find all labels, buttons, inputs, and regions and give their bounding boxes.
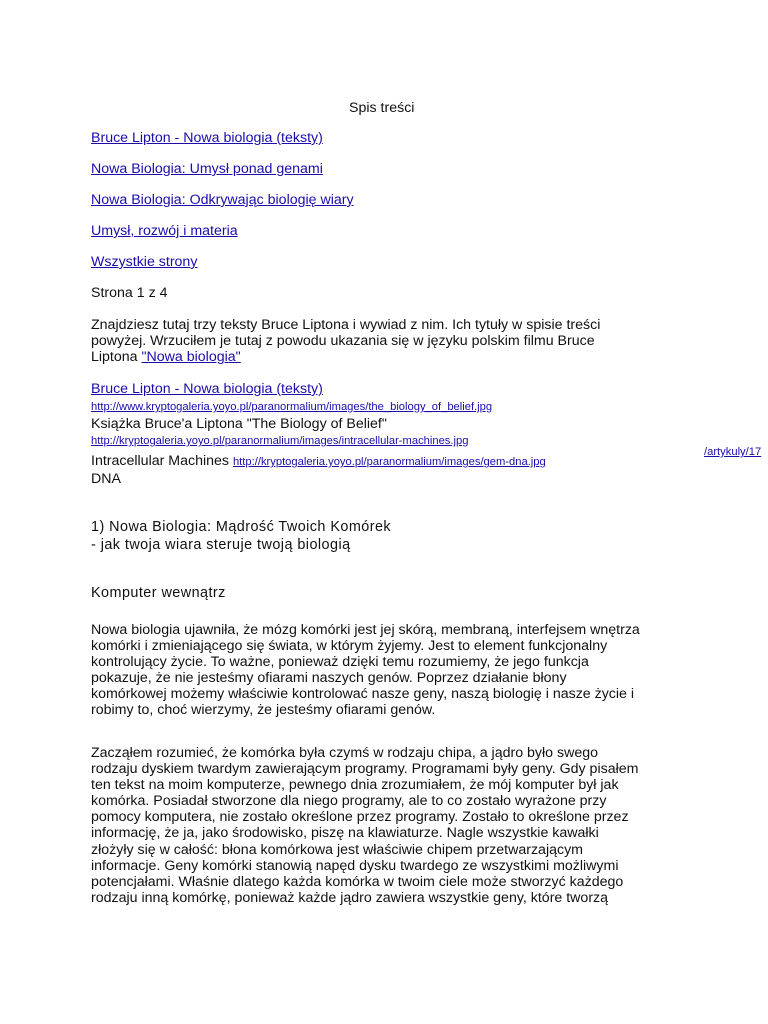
paragraph-line: komórki i zmieniającego się świata, w którym żyjemy. Jest to element funkcjonalny xyxy=(91,638,608,655)
paragraph-line: Nowa biologia ujawniła, że mózg komórki jest jej skórą, membraną, interfejsem wnętrza xyxy=(91,622,640,638)
intro-text: Liptona xyxy=(91,349,142,366)
toc-link-umysl-ponad-genami[interactable]: Nowa Biologia: Umysł ponad genami xyxy=(91,161,323,177)
article-paragraph-1 xyxy=(91,622,691,719)
intro-line: Znajdziesz tutaj trzy teksty Bruce Liptona i wywiad z nim. Ich tytuły w spisie treści xyxy=(91,317,601,333)
paragraph-line: złożyły się w całość: błona komórkowa jest właściwie chipem przetwarzającym xyxy=(91,841,583,858)
article-paragraph-2 xyxy=(91,745,691,906)
toc-title: Spis treści xyxy=(349,100,415,116)
article-title-line1: 1) Nowa Biologia: Mądrość Twoich Komórek xyxy=(91,519,392,535)
toc-link-biologia-wiary[interactable]: Nowa Biologia: Odkrywając biologię wiary xyxy=(91,192,354,208)
paragraph-line: kontrolujący życie. To ważne, ponieważ dzięki temu rozumiemy, że jego funkcja xyxy=(91,654,589,671)
paragraph-line: rodzaju inną komórkę, ponieważ każde jądro zawiera wszystkie geny, które tworzą xyxy=(91,889,609,906)
paragraph-line: komórkowej możemy właściwie kontrolować nasze geny, naszą biologię i nasze życie i xyxy=(91,686,635,703)
paragraph-line: pokazuje, że nie jesteśmy ofiarami naszych genów. Poprzez działanie błony xyxy=(91,670,567,687)
page-indicator: Strona 1 z 4 xyxy=(91,285,168,301)
paragraph-line: Zacząłem rozumieć, że komórka była czymś w rodzaju chipa, a jądro było swego xyxy=(91,745,599,761)
paragraph-line: potencjałami. Właśnie dlatego każda komórka w twoim ciele może stworzyć każdego xyxy=(91,873,624,890)
intro-paragraph xyxy=(91,317,691,365)
nowa-biologia-film-link[interactable]: "Nowa biologia" xyxy=(141,349,241,366)
paragraph-line: informację, że ja, jako środowisko, piszę na klawiaturze. Nagle wszystkie kawałki xyxy=(91,825,599,842)
intro-line: powyżej. Wrzuciłem je tutaj z powodu ukazania się w języku polskim filmu Bruce xyxy=(91,333,595,350)
intracellular-label: Intracellular Machines xyxy=(91,453,229,469)
image-url-gem-dna[interactable]: http://kryptogaleria.yoyo.pl/paranormalium/images/gem-dna.jpg xyxy=(232,456,546,468)
book-label: Książka Bruce'a Liptona "The Biology of Belief" xyxy=(91,416,387,432)
toc-link-umysl-rozwoj-materia[interactable]: Umysł, rozwój i materia xyxy=(91,223,238,239)
intro-line xyxy=(91,349,691,365)
image-url-biology-of-belief[interactable]: http://www.kryptogaleria.yoyo.pl/paranormalium/images/the_biology_of_belief.jpg xyxy=(91,401,493,413)
paragraph-line: robimy to, choć wierzymy, że jesteśmy ofiarami genów. xyxy=(91,702,436,719)
paragraph-line: pomocy komputera, nie zostało określone przez programy. Zostało to określone przez xyxy=(91,809,629,826)
article-title-line2: - jak twoja wiara steruje twoją biologią xyxy=(91,537,351,553)
paragraph-line: rodzaju dyskiem twardym zawierającym programy. Programami były geny. Gdy pisałem xyxy=(91,761,639,778)
cut-off-article-link[interactable]: /artykuly/17 xyxy=(704,446,762,458)
intracellular-row xyxy=(91,453,546,470)
toc-link-bruce-lipton[interactable]: Bruce Lipton - Nowa biologia (teksty) xyxy=(91,130,323,146)
image-url-intracellular-machines[interactable]: http://kryptogaleria.yoyo.pl/paranormalium/images/intracellular-machines.jpg xyxy=(91,435,469,447)
toc-link-wszystkie-strony[interactable]: Wszystkie strony xyxy=(91,254,198,270)
paragraph-line: ten tekst na moim komputerze, pewnego dnia zrozumiałem, że mój komputer był jak xyxy=(91,777,619,794)
paragraph-line: informacje. Geny komórki stanowią napęd dysku twardego ze wszystkimi możliwymi xyxy=(91,857,619,874)
sources-heading-link[interactable]: Bruce Lipton - Nowa biologia (teksty) xyxy=(91,381,323,397)
dna-label: DNA xyxy=(91,471,121,487)
paragraph-line: komórka. Posiadał stworzone dla niego programy, ale to co zostało wyrażone przy xyxy=(91,793,607,810)
section-heading: Komputer wewnątrz xyxy=(91,585,226,601)
